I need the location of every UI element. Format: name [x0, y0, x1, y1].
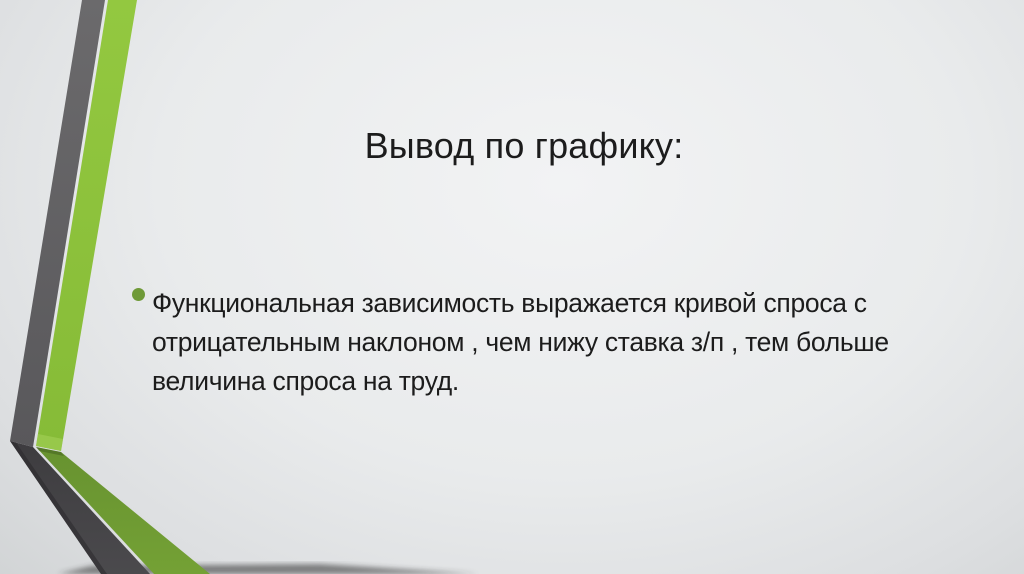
ribbon-gray-lower — [10, 441, 150, 574]
bullet-text — [152, 284, 972, 401]
bullet-text-line: величина спроса на труд. — [152, 366, 459, 396]
ribbon-gray-upper — [10, 0, 105, 447]
ribbon-green-lower — [36, 447, 210, 574]
ribbon-green-upper — [36, 0, 137, 451]
ribbon-green-fold-shade — [36, 447, 64, 456]
bullet-text-line: отрицательным наклоном , чем нижу ставка з/п , тем больше — [152, 327, 889, 357]
ribbon-gray-lower-edge — [10, 441, 107, 574]
ribbon-shadow — [58, 564, 478, 574]
ribbon-green-fold-highlight — [36, 434, 63, 451]
bullet-dot-icon — [132, 288, 145, 301]
slide-title: Вывод по графику: — [364, 125, 684, 166]
bullet-text-line: Функциональная зависимость выражается кривой спроса с — [152, 288, 867, 318]
bullet-item — [132, 284, 972, 401]
